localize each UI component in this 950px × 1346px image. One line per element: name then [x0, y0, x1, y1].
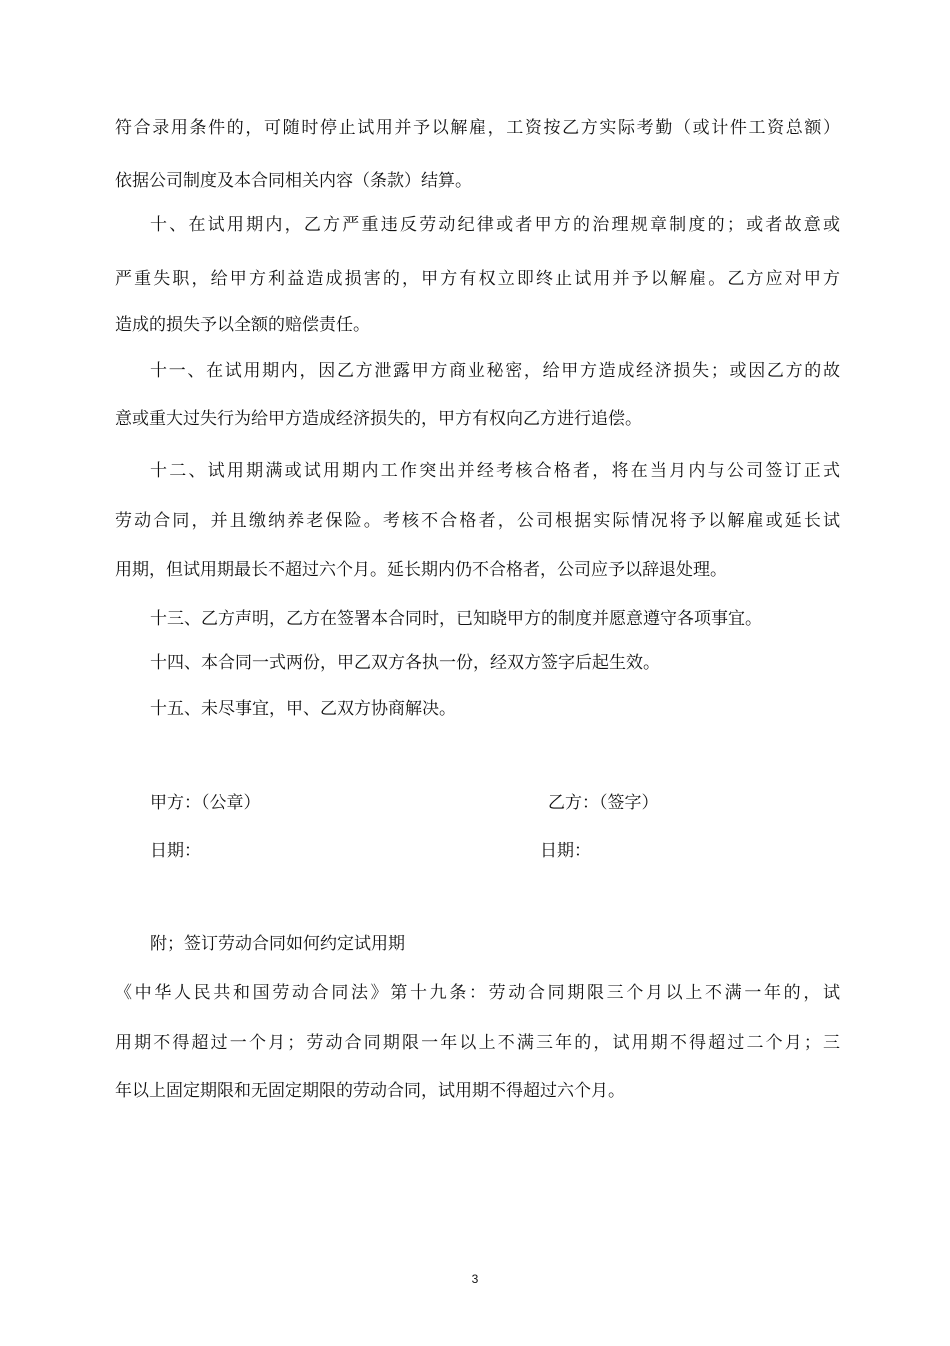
party-b-signature-label: 乙方：（签字） — [548, 793, 659, 813]
party-b-date-label: 日期： — [540, 841, 591, 861]
clause-14-line: 十四、本合同一式两份，甲乙双方各执一份，经双方签字后起生效。 — [150, 653, 660, 673]
page-number: 3 — [471, 1272, 479, 1286]
clause-10-line: 造成的损失予以全额的赔偿责任。 — [115, 315, 370, 335]
party-a-seal-label: 甲方：（公章） — [150, 793, 261, 813]
paragraph-line: 符合录用条件的，可随时停止试用并予以解雇，工资按乙方实际考勤（或计件工资总额） — [115, 118, 840, 138]
appendix-title: 附；签订劳动合同如何约定试用期 — [150, 934, 405, 954]
clause-12-line: 十二、试用期满或试用期内工作突出并经考核合格者，将在当月内与公司签订正式 — [150, 461, 840, 481]
party-a-date-label: 日期： — [150, 841, 201, 861]
clause-15-line: 十五、未尽事宜，甲、乙双方协商解决。 — [150, 699, 456, 719]
clause-13-line: 十三、乙方声明，乙方在签署本合同时，已知晓甲方的制度并愿意遵守各项事宜。 — [150, 609, 762, 629]
clause-12-line: 用期，但试用期最长不超过六个月。延长期内仍不合格者，公司应予以辞退处理。 — [115, 560, 727, 580]
clause-10-line: 十、在试用期内，乙方严重违反劳动纪律或者甲方的治理规章制度的；或者故意或 — [150, 215, 840, 235]
clause-12-line: 劳动合同，并且缴纳养老保险。考核不合格者，公司根据实际情况将予以解雇或延长试 — [115, 511, 840, 531]
appendix-line: 年以上固定期限和无固定期限的劳动合同，试用期不得超过六个月。 — [115, 1081, 625, 1101]
paragraph-line: 依据公司制度及本合同相关内容（条款）结算。 — [115, 171, 472, 191]
clause-10-line: 严重失职，给甲方利益造成损害的，甲方有权立即终止试用并予以解雇。乙方应对甲方 — [115, 269, 840, 289]
clause-11-line: 十一、在试用期内，因乙方泄露甲方商业秘密，给甲方造成经济损失；或因乙方的故 — [150, 361, 840, 381]
appendix-line: 用期不得超过一个月；劳动合同期限一年以上不满三年的，试用期不得超过二个月；三 — [115, 1033, 840, 1053]
clause-11-line: 意或重大过失行为给甲方造成经济损失的，甲方有权向乙方进行追偿。 — [115, 409, 642, 429]
appendix-line: 《中华人民共和国劳动合同法》第十九条：劳动合同期限三个月以上不满一年的，试 — [115, 983, 840, 1003]
